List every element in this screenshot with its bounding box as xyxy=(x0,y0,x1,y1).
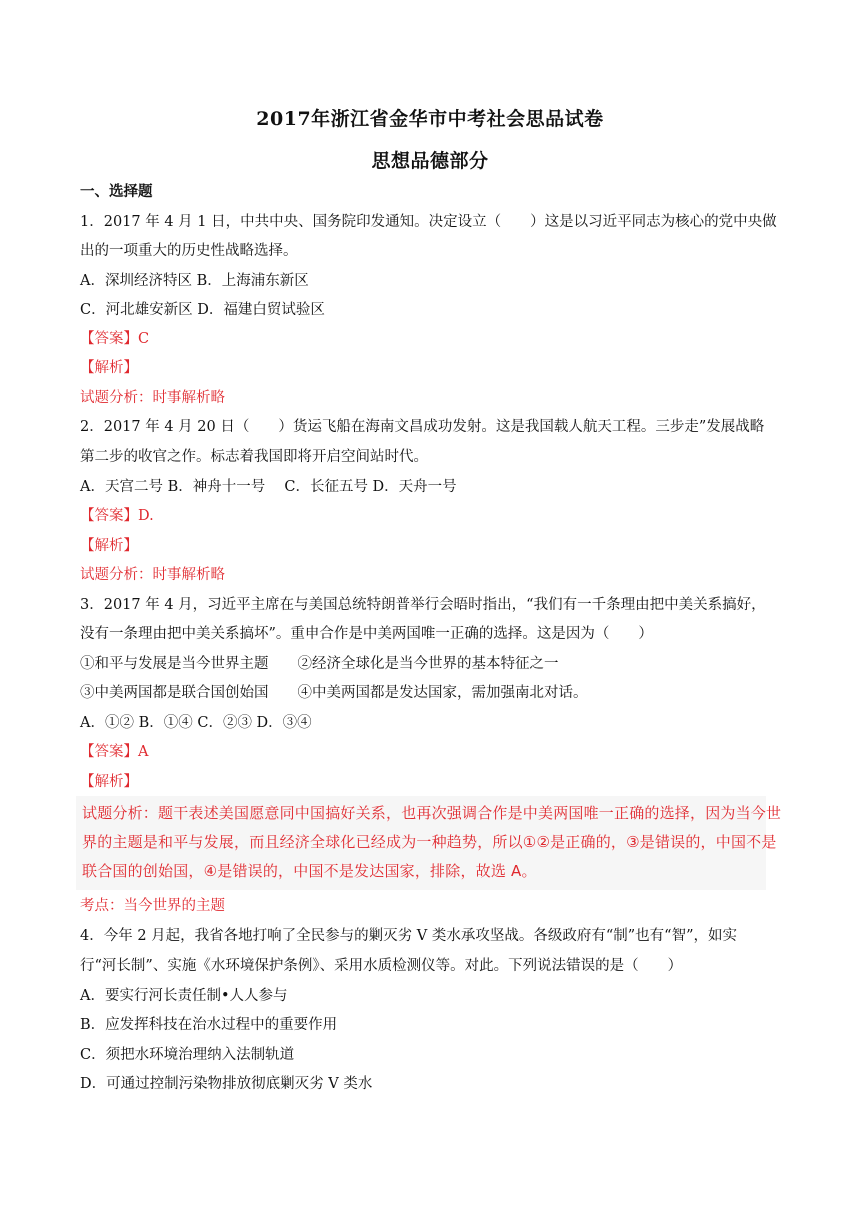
q1-answer: 【答案】C xyxy=(80,331,150,347)
q2-analysis-tag: 【解析】 xyxy=(80,538,138,554)
q3-analysis-block xyxy=(76,796,782,890)
q3-answer: 【答案】A xyxy=(80,744,149,760)
q1-stem-line-1: 1．2017 年 4 月 1 日，中共中央、国务院印发通知。决定设立（ ）这是以习近平同志为核心的党中央做 xyxy=(80,214,777,230)
q4-option-d: D．可通过控制污染物排放彻底剿灭劣 V 类水 xyxy=(80,1076,373,1092)
exam-title: 2017年浙江省金华市中考社会思品试卷 xyxy=(256,108,604,130)
exam-subtitle: 思想品德部分 xyxy=(371,150,489,172)
q2-stem-line-1: 2．2017 年 4 月 20 日（ ）货运飞船在海南文昌成功发射。这是我国载人航天工程。三步走”发展战略 xyxy=(80,419,765,435)
q2-stem-line-2: 第二步的收官之作。标志着我国即将开启空间站时代。 xyxy=(80,449,428,465)
q3-analysis-tag: 【解析】 xyxy=(80,774,138,790)
q1-options-2: C．河北雄安新区 D．福建白贸试验区 xyxy=(80,302,325,318)
q2-answer: 【答案】D. xyxy=(80,508,154,524)
q3-options: A．①② B．①④ C．②③ D．③④ xyxy=(80,715,312,731)
q4-stem-line-2: 行“河长制”、实施《水环境保护条例》、采用水质检测仪等。对此。下列说法错误的是（ ） xyxy=(80,958,683,974)
q3-analysis-line-2: 界的主题是和平与发展，而且经济全球化已经成为一种趋势，所以①②是正确的，③是错误的，中国不是 xyxy=(82,833,777,851)
q1-options-1: A．深圳经济特区 B．上海浦东新区 xyxy=(80,273,309,289)
q4-stem-line-1: 4．今年 2 月起，我省各地打响了全民参与的剿灭劣 V 类水承攻坚战。各级政府有“制”也有“智”，如实 xyxy=(80,928,738,944)
q4-option-c: C．须把水环境治理纳入法制轨道 xyxy=(80,1047,295,1063)
q3-statements-2: ③中美两国都是联合国创始国 ④中美两国都是发达国家，需加强南北对话。 xyxy=(80,685,588,701)
q3-stem-line-1: 3．2017 年 4 月，习近平主席在与美国总统特朗普举行会晤时指出，“我们有一千条理由把中美关系搞好， xyxy=(80,597,766,613)
q2-options: A．天宫二号 B．神舟十一号 C．长征五号 D．天舟一号 xyxy=(80,479,457,495)
q1-stem-line-2: 出的一项重大的历史性战略选择。 xyxy=(80,243,298,259)
q4-option-a: A．要实行河长责任制•人人参与 xyxy=(80,988,288,1004)
q3-stem-line-2: 没有一条理由把中美关系搞坏”。重申合作是中美两国唯一正确的选择。这是因为（ ） xyxy=(80,626,653,642)
q1-analysis: 试题分析：时事解析略 xyxy=(80,390,225,406)
q3-analysis-line-3: 联合国的创始国，④是错误的，中国不是发达国家，排除，故选 A。 xyxy=(82,862,537,880)
section-heading: 一、选择题 xyxy=(80,183,153,200)
q4-option-b: B．应发挥科技在治水过程中的重要作用 xyxy=(80,1017,338,1033)
q2-analysis: 试题分析：时事解析略 xyxy=(80,567,225,583)
q3-statements-1: ①和平与发展是当今世界主题 ②经济全球化是当今世界的基本特征之一 xyxy=(80,656,559,672)
q3-analysis-line-1: 试题分析：题干表述美国愿意同中国搞好关系，也再次强调合作是中美两国唯一正确的选择，因为当今世 xyxy=(82,804,782,822)
q1-analysis-tag: 【解析】 xyxy=(80,360,138,376)
q3-knowledge-point: 考点：当今世界的主题 xyxy=(80,898,225,914)
